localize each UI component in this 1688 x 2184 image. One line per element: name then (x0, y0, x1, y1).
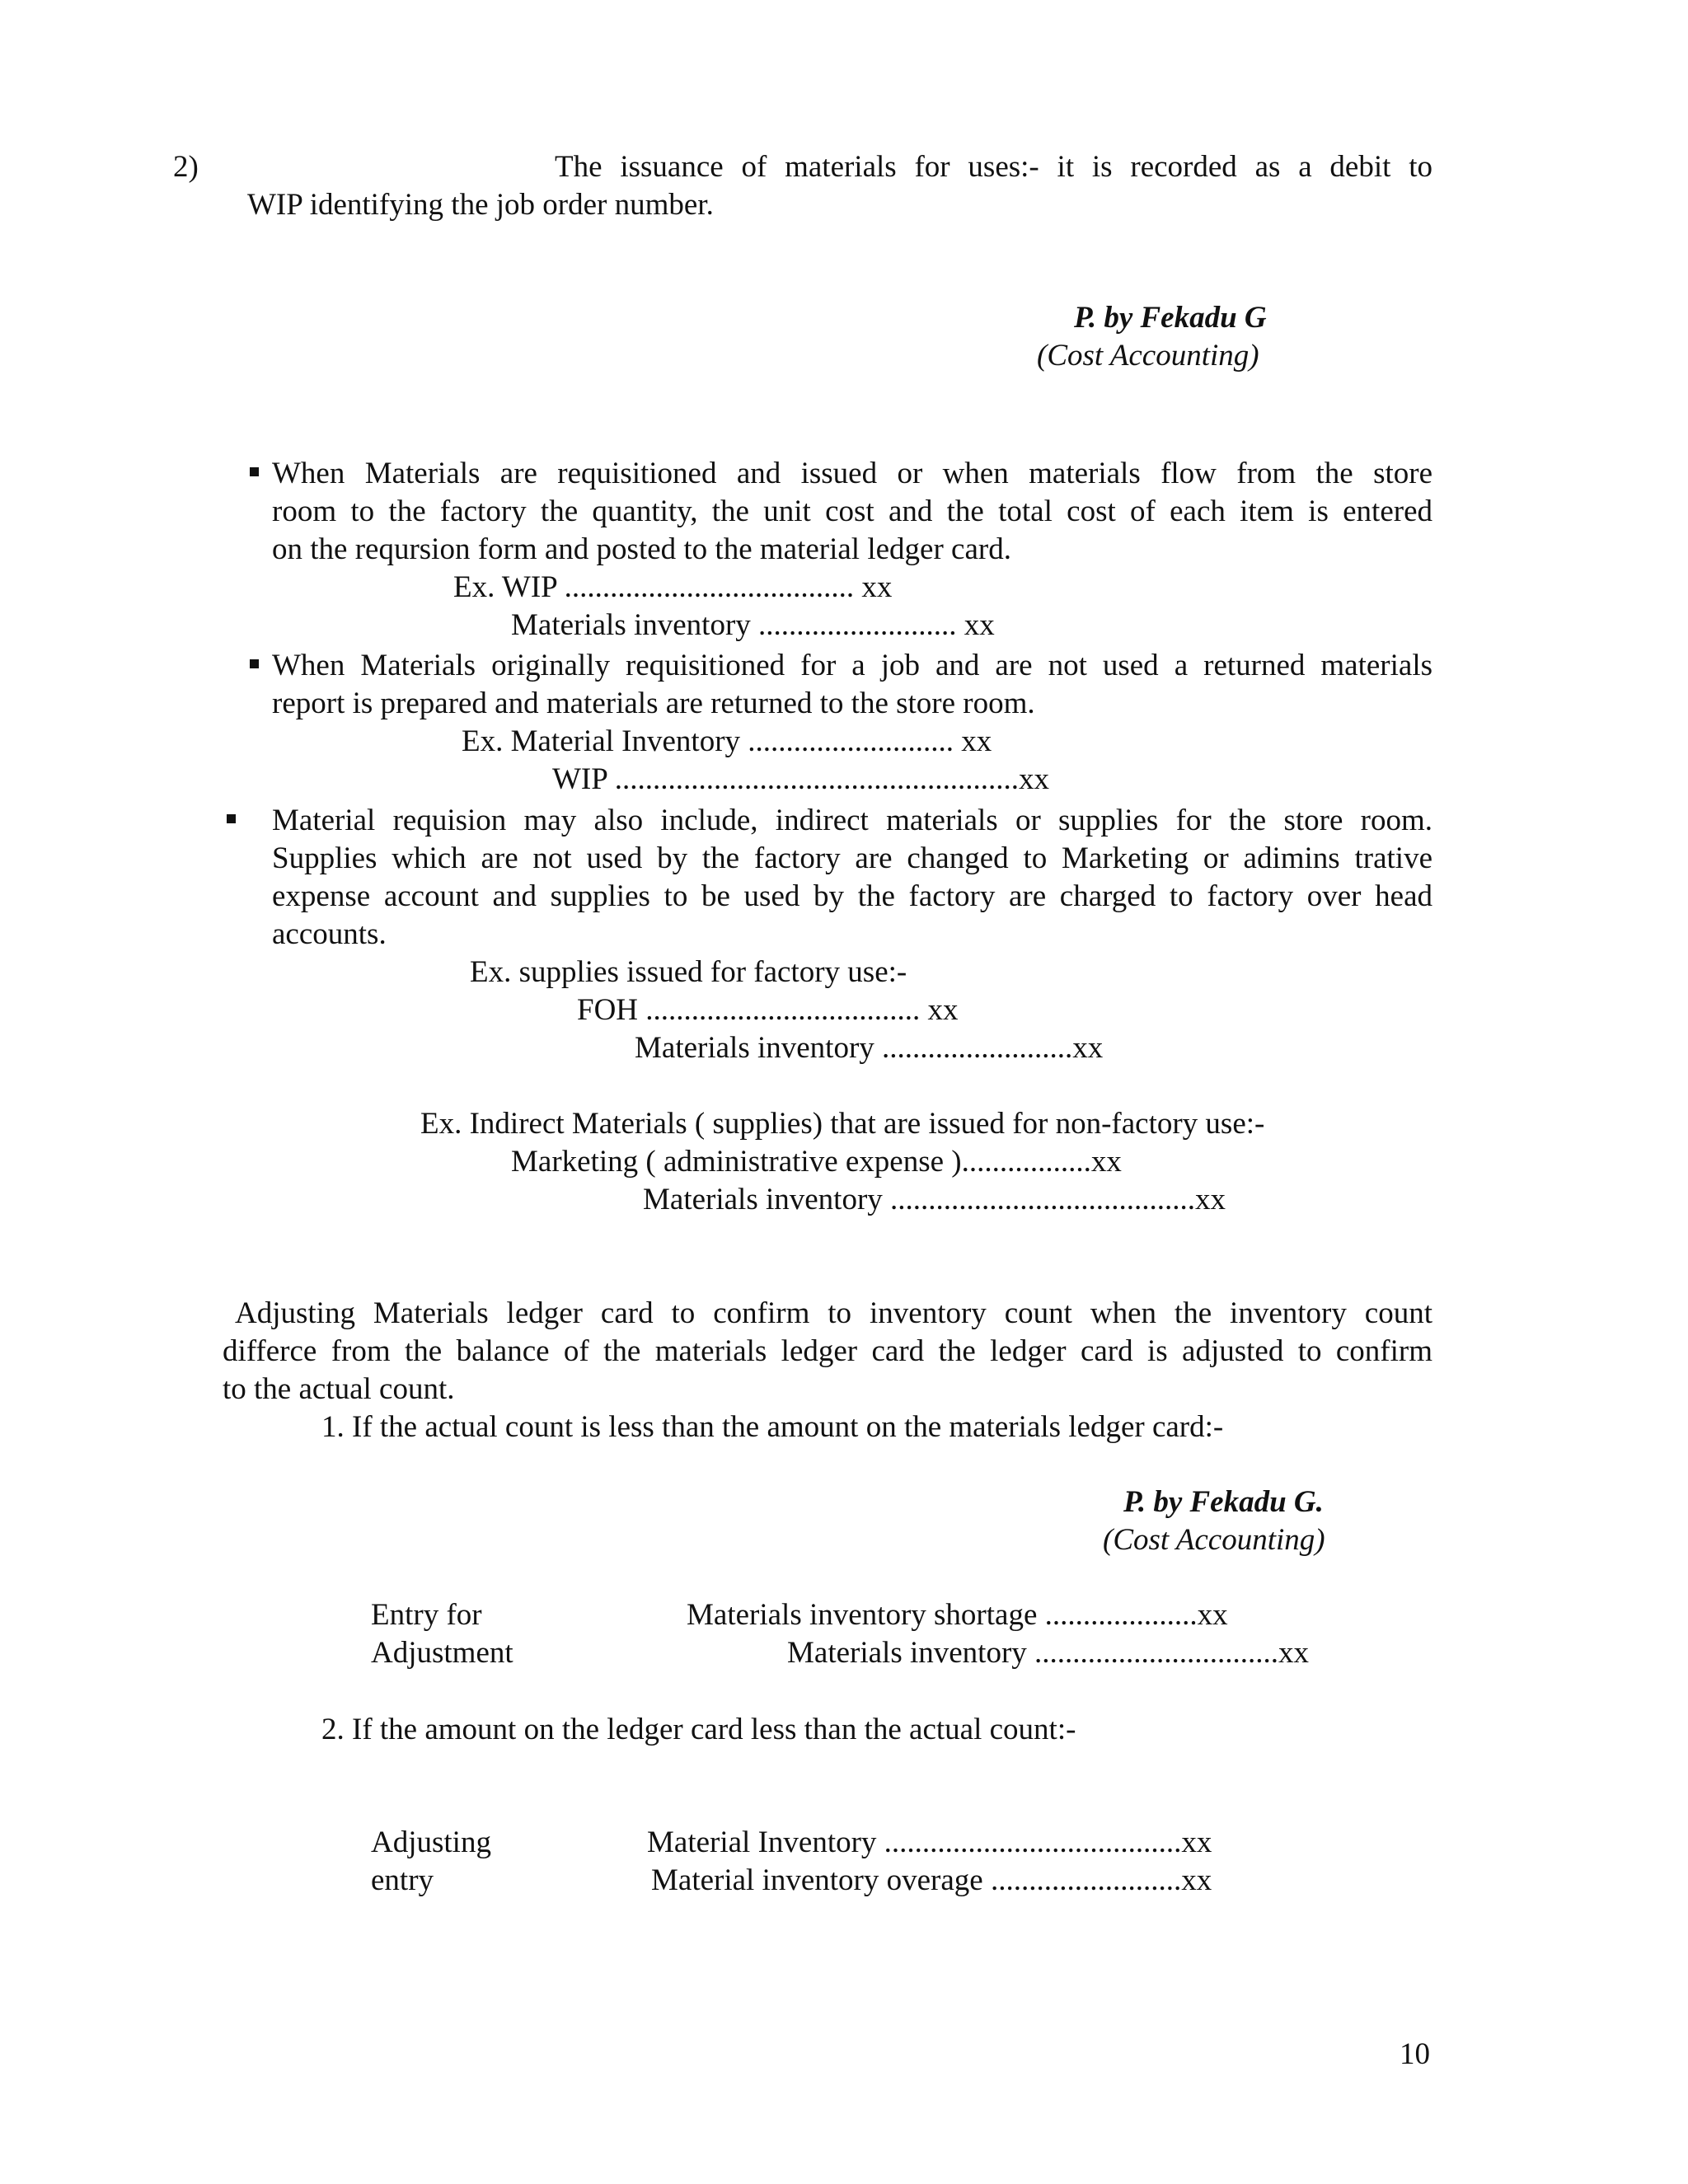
journal-entry-credit: Materials inventory ........................................xx (643, 1183, 1226, 1216)
bullet-3-line-3: expense account and supplies to be used by the factory are charged to factory over head (272, 879, 1432, 913)
bullet-3-line-4: accounts. (272, 917, 387, 951)
journal-entry-debit: Ex. WIP ...................................... xx (453, 570, 893, 604)
adjusting-paragraph-line-3: to the actual count. (223, 1372, 455, 1406)
bullet-1-line-3: on the reqursion form and posted to the material ledger card. (272, 532, 1011, 566)
example-heading: Ex. Indirect Materials ( supplies) that are issued for non-factory use:- (420, 1107, 1265, 1141)
section-line-1: The issuance of materials for uses:- it is recorded as a debit to (555, 150, 1432, 184)
entry-label: Entry for (371, 1598, 482, 1632)
journal-entry-credit: Materials inventory .......................... xx (511, 608, 995, 642)
journal-entry-credit: Materials inventory .........................xx (635, 1031, 1104, 1065)
course-name: (Cost Accounting) (1103, 1523, 1325, 1557)
bullet-icon (227, 814, 236, 823)
entry-label: Adjusting (371, 1825, 491, 1859)
journal-entry-debit: Materials inventory shortage ....................xx (687, 1598, 1228, 1632)
journal-entry-debit: Ex. Material Inventory ........................... xx (462, 724, 992, 758)
journal-entry-credit: Material inventory overage .........................xx (651, 1863, 1212, 1897)
journal-entry-credit: WIP .....................................................xx (552, 762, 1049, 796)
journal-entry-credit: Materials inventory ................................xx (787, 1636, 1310, 1670)
bullet-1-line-1: When Materials are requisitioned and issued or when materials flow from the store (272, 457, 1432, 490)
journal-entry-debit: Marketing ( administrative expense ).................xx (511, 1145, 1122, 1179)
section-number: 2) (173, 150, 199, 184)
adjusting-paragraph-line-2: differce from the balance of the materials ledger card the ledger card is adjusted to confirm (223, 1334, 1432, 1368)
list-item-1: 1. If the actual count is less than the amount on the materials ledger card:- (321, 1410, 1224, 1444)
bullet-3-line-1: Material requision may also include, indirect materials or supplies for the store room. (272, 804, 1432, 837)
example-heading: Ex. supplies issued for factory use:- (470, 955, 907, 989)
bullet-3-line-2: Supplies which are not used by the factory are changed to Marketing or adimins trative (272, 841, 1432, 875)
section-line-2: WIP identifying the job order number. (247, 188, 714, 222)
author-signature: P. by Fekadu G. (1123, 1485, 1324, 1519)
bullet-1-line-2: room to the factory the quantity, the unit cost and the total cost of each item is entered (272, 494, 1432, 528)
page-number: 10 (1400, 2037, 1430, 2071)
adjusting-paragraph-line-1: Adjusting Materials ledger card to confirm to inventory count when the inventory count (235, 1296, 1432, 1330)
course-name: (Cost Accounting) (1037, 339, 1259, 373)
bullet-2-line-2: report is prepared and materials are returned to the store room. (272, 687, 1035, 720)
entry-label: Adjustment (371, 1636, 513, 1670)
bullet-2-line-1: When Materials originally requisitioned for a job and are not used a returned materials (272, 649, 1432, 682)
list-item-2: 2. If the amount on the ledger card less than the actual count:- (321, 1713, 1076, 1746)
journal-entry-debit: FOH .................................... xx (577, 993, 959, 1027)
entry-label: entry (371, 1863, 434, 1897)
author-signature: P. by Fekadu G (1074, 301, 1267, 335)
journal-entry-debit: Material Inventory .......................................xx (647, 1825, 1212, 1859)
bullet-icon (250, 659, 259, 668)
bullet-icon (250, 467, 259, 476)
